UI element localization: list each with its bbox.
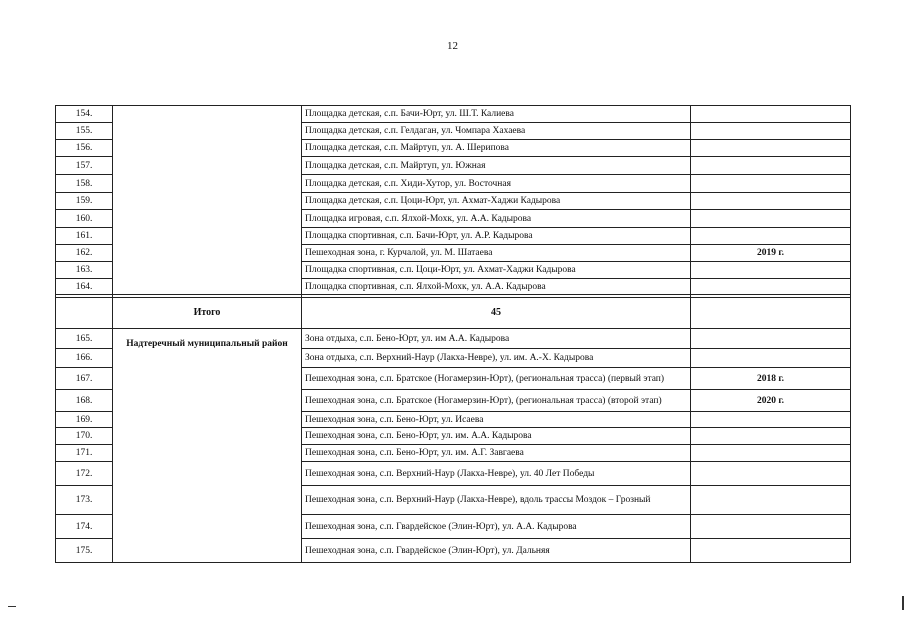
year-cell — [691, 486, 851, 515]
object-name: Пешеходная зона, с.п. Гвардейское (Элин-Юрт), ул. Дальняя — [302, 539, 691, 563]
year-cell — [691, 262, 851, 279]
year-cell — [691, 123, 851, 140]
object-name: Площадка игровая, с.п. Ялхой-Мохк, ул. А.А. Кадырова — [302, 210, 691, 228]
row-number: 172. — [56, 462, 113, 486]
total-row — [56, 298, 851, 329]
total-value: 45 — [302, 298, 691, 329]
year-cell — [691, 279, 851, 295]
object-name: Площадка спортивная, с.п. Ялхой-Мохк, ул. А.А. Кадырова — [302, 279, 691, 295]
row-number: 158. — [56, 175, 113, 193]
page-number: 12 — [447, 40, 458, 52]
object-name: Площадка детская, с.п. Гелдаган, ул. Чомпара Хахаева — [302, 123, 691, 140]
year-cell — [691, 428, 851, 445]
object-name: Площадка детская, с.п. Бачи-Юрт, ул. Ш.Т. Калиева — [302, 106, 691, 123]
scan-edge-mark — [902, 596, 904, 610]
row-number: 154. — [56, 106, 113, 123]
object-name: Площадка детская, с.п. Майртуп, ул. Южная — [302, 157, 691, 175]
total-empty-cell — [56, 298, 113, 329]
object-name: Площадка детская, с.п. Майртуп, ул. А. Шерипова — [302, 140, 691, 157]
row-number: 155. — [56, 123, 113, 140]
year-cell — [691, 228, 851, 245]
row-number: 157. — [56, 157, 113, 175]
row-number: 175. — [56, 539, 113, 563]
object-name: Пешеходная зона, с.п. Бено-Юрт, ул. им. А.А. Кадырова — [302, 428, 691, 445]
object-name: Пешеходная зона, с.п. Гвардейское (Элин-Юрт), ул. А.А. Кадырова — [302, 515, 691, 539]
year-cell: 2018 г. — [691, 368, 851, 390]
year-cell — [691, 349, 851, 368]
year-cell: 2020 г. — [691, 390, 851, 412]
object-name: Зона отдыха, с.п. Верхний-Наур (Лакха-Невре), ул. им. А.-Х. Кадырова — [302, 349, 691, 368]
object-name: Пешеходная зона, с.п. Верхний-Наур (Лакха-Невре), вдоль трассы Моздок – Грозный — [302, 486, 691, 515]
object-name: Пешеходная зона, с.п. Бено-Юрт, ул. Исаева — [302, 412, 691, 428]
objects-table — [55, 105, 851, 563]
object-name: Площадка спортивная, с.п. Бачи-Юрт, ул. А.Р. Кадырова — [302, 228, 691, 245]
object-name: Площадка детская, с.п. Цоци-Юрт, ул. Ахмат-Хаджи Кадырова — [302, 193, 691, 210]
table-row — [56, 329, 851, 349]
object-name: Пешеходная зона, г. Курчалой, ул. М. Шатаева — [302, 245, 691, 262]
district-cell — [113, 106, 302, 295]
row-number: 171. — [56, 445, 113, 462]
year-cell — [691, 157, 851, 175]
year-cell — [691, 106, 851, 123]
row-number: 168. — [56, 390, 113, 412]
row-number: 159. — [56, 193, 113, 210]
object-name: Пешеходная зона, с.п. Бено-Юрт, ул. им. А.Г. Завгаева — [302, 445, 691, 462]
year-cell — [691, 515, 851, 539]
total-label: Итого — [113, 298, 302, 329]
row-number: 156. — [56, 140, 113, 157]
total-year-cell — [691, 298, 851, 329]
table-row — [56, 106, 851, 123]
row-number: 169. — [56, 412, 113, 428]
year-cell — [691, 210, 851, 228]
row-number: 160. — [56, 210, 113, 228]
row-number: 165. — [56, 329, 113, 349]
scan-edge-mark — [8, 606, 16, 607]
row-number: 166. — [56, 349, 113, 368]
row-number: 161. — [56, 228, 113, 245]
row-number: 174. — [56, 515, 113, 539]
year-cell — [691, 193, 851, 210]
year-cell — [691, 329, 851, 349]
district-name: Надтеречный муниципальный район — [113, 329, 302, 563]
row-number: 162. — [56, 245, 113, 262]
year-cell — [691, 412, 851, 428]
row-number: 164. — [56, 279, 113, 295]
object-name: Пешеходная зона, с.п. Братское (Ногамерзин-Юрт), (региональная трасса) (второй этап) — [302, 390, 691, 412]
row-number: 173. — [56, 486, 113, 515]
year-cell — [691, 462, 851, 486]
year-cell — [691, 539, 851, 563]
object-name: Зона отдыха, с.п. Бено-Юрт, ул. им А.А. Кадырова — [302, 329, 691, 349]
year-cell — [691, 445, 851, 462]
year-cell — [691, 175, 851, 193]
row-number: 167. — [56, 368, 113, 390]
row-number: 170. — [56, 428, 113, 445]
object-name: Площадка спортивная, с.п. Цоци-Юрт, ул. Ахмат-Хаджи Кадырова — [302, 262, 691, 279]
object-name: Пешеходная зона, с.п. Братское (Ногамерзин-Юрт), (региональная трасса) (первый этап) — [302, 368, 691, 390]
object-name: Площадка детская, с.п. Хиди-Хутор, ул. Восточная — [302, 175, 691, 193]
year-cell — [691, 140, 851, 157]
row-number: 163. — [56, 262, 113, 279]
object-name: Пешеходная зона, с.п. Верхний-Наур (Лакха-Невре), ул. 40 Лет Победы — [302, 462, 691, 486]
year-cell: 2019 г. — [691, 245, 851, 262]
